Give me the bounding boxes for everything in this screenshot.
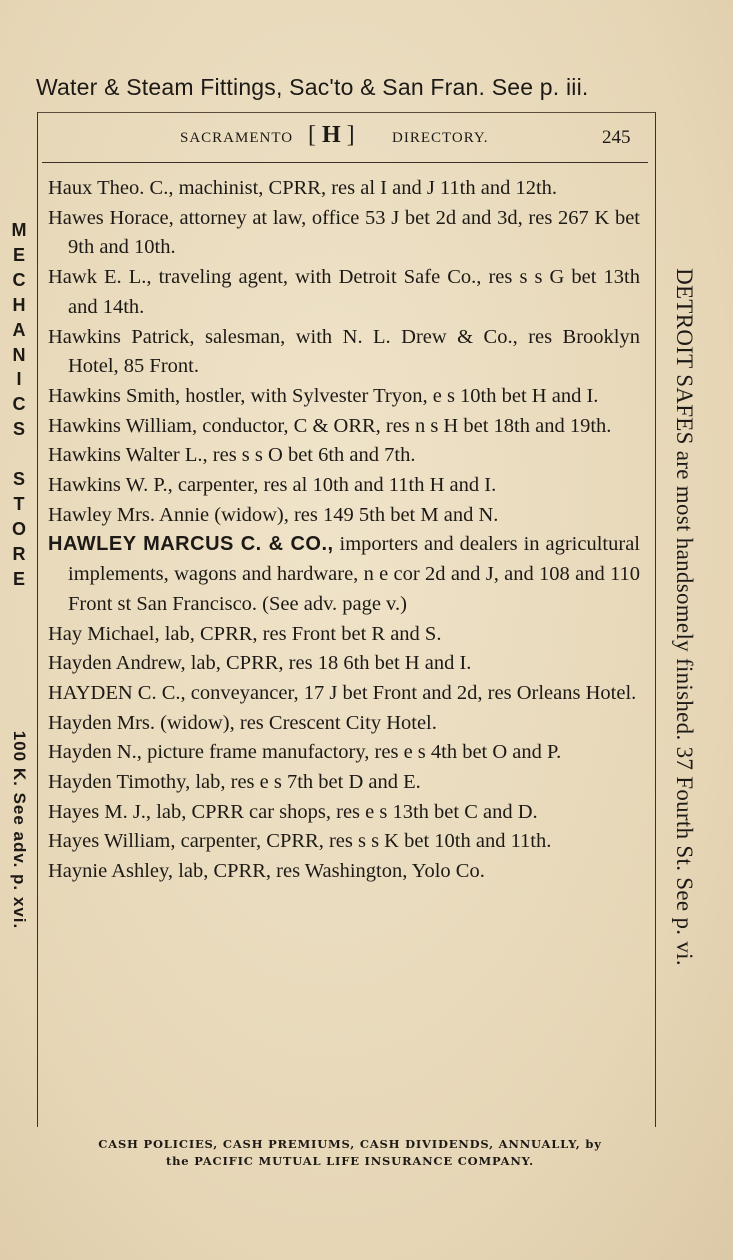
entry-details: carpenter, CPRR, res s s K bet 10th and 11th.	[175, 830, 552, 853]
entry-name: Hay Michael,	[48, 622, 160, 645]
entry-name: Hawkins Walter L.,	[48, 444, 208, 467]
left-ad-letter: C	[12, 269, 26, 290]
entry-details: lab, CPRR, res Washington, Yolo Co.	[173, 860, 485, 883]
entry-name: Hayden N.,	[48, 741, 142, 764]
running-head	[180, 122, 640, 152]
entry-name: Hawkins W. P.,	[48, 474, 173, 497]
left-ad-letter	[4, 442, 34, 467]
directory-entry	[48, 530, 640, 619]
entry-details: lab, CPRR car shops, res e s 13th bet C and D.	[151, 800, 538, 823]
entry-name: Hawkins Smith,	[48, 384, 181, 407]
running-head-letter	[308, 122, 355, 149]
entry-details: (widow), res 149 5th bet M and N.	[209, 503, 499, 526]
entry-details: res s s O bet 6th and 7th.	[207, 444, 416, 467]
entry-name: HAYDEN C. C.,	[48, 681, 186, 704]
directory-entry	[48, 441, 640, 471]
running-head-city: SACRAMENTO	[180, 130, 294, 146]
entry-details: hostler, with Sylvester Tryon, e s 10th bet H and I.	[180, 384, 599, 407]
entry-details: (widow), res Crescent City Hotel.	[155, 711, 437, 734]
left-ad-letter: C	[12, 394, 26, 415]
directory-entry	[48, 857, 640, 887]
entry-name: Haux Theo. C.,	[48, 177, 174, 199]
left-ad-letter: E	[12, 568, 25, 589]
entry-name: Hayden Mrs.	[48, 711, 156, 734]
entry-name: Haynie Ashley,	[48, 860, 174, 883]
entry-name: HAWLEY MARCUS C. & CO.,	[48, 533, 334, 556]
entry-details: lab, CPRR, res 18 6th bet H and I.	[185, 652, 472, 675]
directory-entry	[48, 620, 640, 650]
left-ad-letter: H	[12, 294, 26, 315]
entry-name: Hawkins William,	[48, 414, 198, 437]
entry-name: Hayes M. J.,	[48, 800, 152, 823]
entry-details: salesman, with N. L. Drew & Co., res Brooklyn Hotel, 85 Front.	[68, 325, 641, 378]
directory-entry	[48, 768, 640, 798]
directory-entry	[48, 412, 640, 442]
left-ad-letter: I	[16, 369, 22, 390]
entry-details: conveyancer, 17 J bet Front and 2d, res Orleans Hotel.	[185, 681, 637, 704]
left-ad-letter: S	[12, 419, 25, 440]
left-ad-letter: S	[12, 469, 25, 490]
directory-entry	[48, 827, 640, 857]
directory-entry	[48, 501, 640, 531]
entry-details: conductor, C & ORR, res n s H bet 18th and 19th.	[197, 414, 612, 437]
left-ad-letter: T	[13, 493, 25, 514]
directory-entry	[48, 204, 640, 263]
left-ad-letter: O	[11, 518, 26, 539]
entry-name: Hayden Andrew,	[48, 652, 186, 675]
directory-entry	[48, 263, 640, 322]
bracket-close: ]	[346, 122, 355, 148]
directory-entry	[48, 174, 640, 204]
directory-entry	[48, 323, 640, 382]
left-ad-letter: R	[12, 543, 26, 564]
page-number: 245	[602, 127, 631, 148]
entry-details: machinist, CPRR, res al I and J 11th and 12th.	[173, 177, 558, 199]
left-ad-letter: A	[12, 319, 26, 340]
entry-details: carpenter, res al 10th and 11th H and I.	[172, 474, 497, 497]
left-ad-letter: N	[12, 344, 26, 365]
bracket-open: [	[308, 122, 316, 148]
entry-details: traveling agent, with Detroit Safe Co., res s s G bet 13th and 14th.	[68, 266, 640, 318]
left-ad-letter: M	[11, 220, 27, 240]
right-margin-advertisement: DETROIT SAFES are most handsomely finished. 37 Fourth St. See p. vi.	[672, 268, 697, 966]
bottom-advertisement	[30, 1136, 670, 1170]
entry-details: importers and dealers in agricultural implements, wagons and hardware, n e cor 2d and J, and 108 and 110 Front st San Francisco. (See adv. page v.)	[68, 533, 640, 615]
top-advertisement: Water & Steam Fittings, Sac'to & San Fran. See p. iii.	[36, 74, 589, 100]
left-margin-advertisement-tail: 100 K. See adv. p. xvi.	[10, 730, 29, 930]
directory-entry	[48, 738, 640, 768]
entry-details: lab, CPRR, res Front bet R and S.	[159, 622, 442, 645]
entry-details: lab, res e s 7th bet D and E.	[190, 771, 421, 794]
bottom-ad-line-1: CASH POLICIES, CASH PREMIUMS, CASH DIVIDENDS, ANNUALLY, by	[98, 1137, 602, 1151]
entry-name: Hawes Horace,	[48, 206, 174, 229]
bottom-ad-line-2: the PACIFIC MUTUAL LIFE INSURANCE COMPANY.	[166, 1154, 534, 1168]
directory-entry	[48, 679, 640, 709]
entry-name: Hawkins Patrick,	[48, 325, 195, 348]
entry-details: attorney at law, office 53 J bet 2d and 3d, res 267 K bet 9th and 10th.	[68, 206, 640, 259]
section-letter: H	[322, 122, 341, 148]
directory-entry	[48, 798, 640, 828]
header-rule	[42, 162, 648, 163]
entry-name: Hayden Timothy,	[48, 771, 191, 794]
left-margin-advertisement	[4, 218, 34, 592]
directory-entry	[48, 649, 640, 679]
directory-entry	[48, 382, 640, 412]
entry-name: Hawley Mrs. Annie	[48, 503, 210, 526]
left-ad-letter: E	[12, 244, 25, 265]
directory-entries	[48, 174, 640, 887]
entry-name: Hayes William,	[48, 830, 176, 853]
directory-entry	[48, 709, 640, 739]
directory-entry	[48, 471, 640, 501]
running-head-title: DIRECTORY.	[392, 130, 489, 146]
entry-details: picture frame manufactory, res e s 4th bet O and P.	[141, 741, 562, 764]
entry-name: Hawk E. L.,	[48, 266, 152, 289]
